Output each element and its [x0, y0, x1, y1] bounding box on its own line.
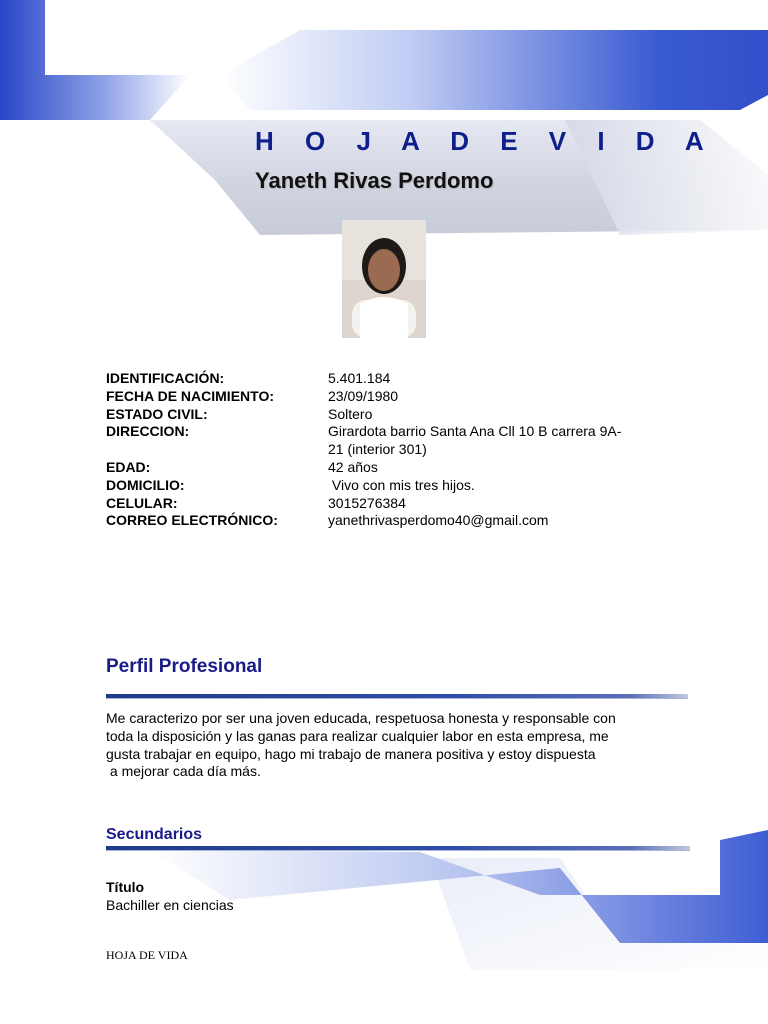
education-title-value: Bachiller en ciencias	[106, 897, 234, 913]
info-row-identificacion	[106, 370, 628, 388]
page-title: H O J A D E V I D A	[255, 126, 716, 156]
profile-divider	[106, 694, 688, 699]
profile-photo	[342, 220, 426, 338]
info-value: Soltero	[328, 405, 373, 422]
info-label: ESTADO CIVIL:	[106, 405, 208, 422]
info-row-edad	[106, 459, 628, 477]
info-label: IDENTIFICACIÓN:	[106, 370, 225, 386]
education-title-label: Título	[106, 879, 145, 895]
education-heading: Secundarios	[106, 826, 203, 843]
profile-line: a mejorar cada día más.	[106, 763, 261, 780]
info-row-domicilio	[106, 477, 628, 495]
profile-line: Me caracterizo por ser una joven educada, respetuosa honesta y responsable con	[106, 710, 616, 726]
profile-heading: Perfil Profesional	[106, 656, 263, 677]
info-value: 3015276384	[328, 494, 406, 511]
info-row-estado-civil	[106, 406, 628, 424]
personal-info	[106, 370, 628, 530]
info-value: Girardota barrio Santa Ana Cll 10 B carrera 9A-21 (interior 301)	[328, 423, 622, 458]
profile-paragraph	[106, 710, 662, 781]
profile-line: gusta trabajar en equipo, hago mi trabajo de manera positiva y estoy dispuesta	[106, 745, 596, 762]
candidate-name: Yaneth Rivas Perdomo	[255, 168, 494, 193]
profile-line: toda la disposición y las ganas para realizar cualquier labor en esta empresa, me	[106, 727, 609, 744]
info-label: EDAD:	[106, 458, 151, 475]
info-value: 23/09/1980	[328, 387, 399, 404]
portrait-image	[342, 220, 426, 338]
info-row-fecha-nacimiento	[106, 388, 628, 406]
education-divider	[106, 846, 690, 851]
info-label: DOMICILIO:	[106, 476, 185, 493]
info-label: CELULAR:	[106, 494, 178, 511]
page-footer: HOJA DE VIDA	[106, 948, 188, 962]
info-value: Vivo con mis tres hijos.	[328, 476, 475, 493]
info-value: 5.401.184	[328, 370, 391, 386]
info-label: CORREO ELECTRÓNICO:	[106, 512, 278, 529]
info-label: FECHA DE NACIMIENTO:	[106, 387, 274, 404]
info-value: yanethrivasperdomo40@gmail.com	[328, 512, 549, 529]
info-value: 42 años	[328, 458, 378, 475]
info-row-correo	[106, 512, 628, 530]
info-label: DIRECCION:	[106, 423, 190, 440]
info-row-celular	[106, 495, 628, 513]
info-row-direccion	[106, 423, 628, 459]
